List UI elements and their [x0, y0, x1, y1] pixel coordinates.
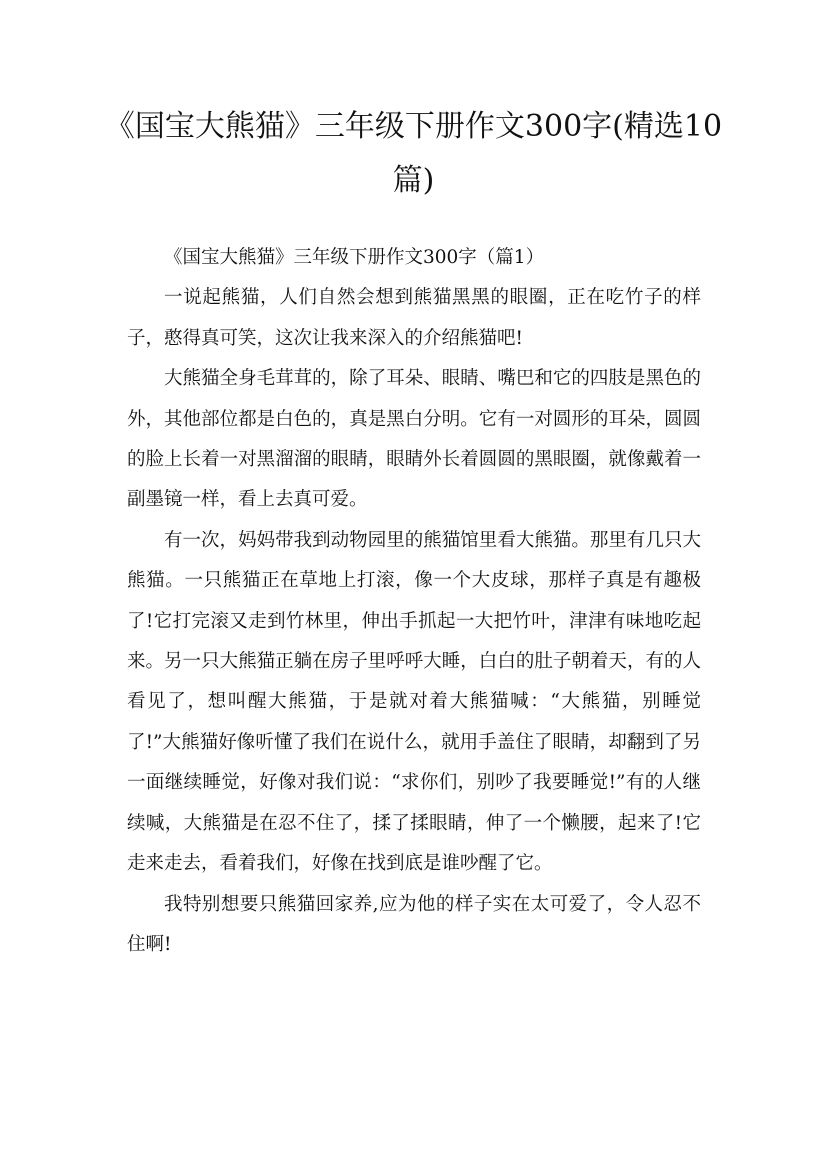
section-heading: 《国宝大熊猫》三年级下册作文300字（篇1） [164, 247, 545, 268]
document-title: 《国宝大熊猫》三年级下册作文300字(精选10篇) [104, 109, 723, 198]
paragraph-3: 有一次，妈妈带我到动物园里的熊猫馆里看大熊猫。那里有几只大熊猫。一只熊猫正在草地上打滚，像一个大皮球，那样子真是有趣极了!它打完滚又走到竹林里，伸出手抓起一大把竹叶，津津有味地吃起来。另一只大熊猫正躺在房子里呼呼大睡，白白的肚子朝着天，有的人看见了，想叫醒大熊猫，于是就对着大熊猫喊：“大熊猫，别睡觉了!”大熊猫好像听懂了我们在说什么，就用手盖住了眼睛，却翻到了另一面继续睡觉，好像对我们说：“求你们，别吵了我要睡觉!”有的人继续喊，大熊猫是在忍不住了，揉了揉眼睛，伸了一个懒腰，起来了!它走来走去，看着我们，好像在找到底是谁吵醒了它。 [127, 529, 701, 875]
paragraph-2: 大熊猫全身毛茸茸的，除了耳朵、眼睛、嘴巴和它的四肢是黑色的外，其他部位都是白色的，真是黑白分明。它有一对圆形的耳朵，圆圆的脸上长着一对黑溜溜的眼睛，眼睛外长着圆圆的黑眼圈，就像戴着一副墨镜一样，看上去真可爱。 [127, 368, 701, 511]
paragraph-4: 我特别想要只熊猫回家养,应为他的样子实在太可爱了，令人忍不住啊! [127, 893, 701, 955]
document-body [127, 238, 701, 965]
paragraph-1: 一说起熊猫，人们自然会想到熊猫黑黑的眼圈，正在吃竹子的样子，憨得真可笑，这次让我来深入的介绍熊猫吧! [127, 287, 701, 349]
